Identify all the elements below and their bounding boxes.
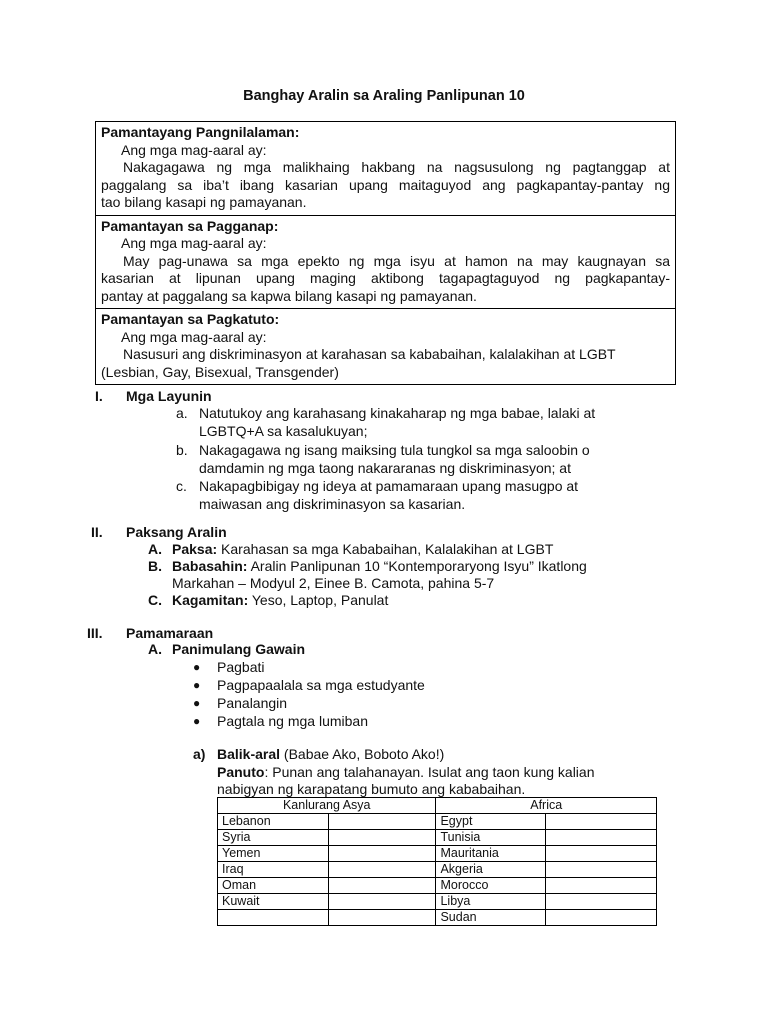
section-1-number: I. (95, 388, 103, 404)
materials-line (172, 592, 388, 609)
table-row (218, 846, 657, 862)
section-3-number: III. (87, 625, 103, 641)
table-row (218, 894, 657, 910)
learning-standard-line: Nasusuri ang diskriminasyon at karahasan sa kababaihan, kalalakihan at LGBT (123, 346, 616, 362)
objective-b-line: Nakagagawa ng isang maiksing tula tungkol sa mga saloobin o (199, 442, 590, 458)
review-line (217, 746, 444, 763)
preliminary-marker: A. (148, 641, 162, 657)
table-cell: Kuwait (218, 894, 329, 910)
bullet-item: Panalangin (217, 695, 288, 711)
standards-box (95, 121, 676, 385)
table-row (218, 830, 657, 846)
table-cell: Sudan (436, 910, 546, 926)
table-input-cell[interactable] (546, 894, 657, 910)
instruction-label: Panuto (217, 764, 265, 780)
reading-line (172, 558, 587, 575)
review-text: (Babae Ako, Boboto Ako!) (280, 746, 445, 762)
table-cell: Oman (218, 878, 329, 894)
bullet-item: Pagtala ng mga lumiban (217, 713, 368, 729)
review-label: Balik-aral (217, 746, 281, 762)
performance-standard (96, 216, 675, 310)
bullet-icon: ● (193, 678, 201, 692)
content-standard-line: tao bilang kasapi ng pamayanan. (101, 194, 307, 210)
table-input-cell[interactable] (328, 910, 436, 926)
table-cell: Egypt (436, 814, 546, 830)
reading-label: Babasahin: (172, 558, 248, 574)
performance-standard-line: May pag-unawa sa mga epekto ng mga isyu at hamon na may kaugnayan sa (123, 252, 670, 269)
topic-text: Karahasan sa mga Kababaihan, Kalalakihan at LGBT (217, 541, 554, 557)
materials-text: Yeso, Laptop, Panulat (248, 592, 389, 608)
table-cell: Morocco (436, 878, 546, 894)
objective-b-marker: b. (176, 442, 188, 458)
table-row (218, 910, 657, 926)
objective-a-marker: a. (176, 405, 188, 421)
content-standard-line: paggalang sa iba’t ibang kasarian upang maitaguyod ang pagkapantay-pantay ng (101, 176, 670, 193)
performance-standard-intro: Ang mga mag-aaral ay: (121, 235, 267, 251)
table-input-cell[interactable] (328, 814, 436, 830)
section-2-number: II. (91, 524, 103, 540)
topic-marker: A. (148, 541, 162, 557)
bullet-item: Pagpapaalala sa mga estudyante (217, 677, 425, 693)
section-3-title: Pamamaraan (126, 625, 214, 641)
bullet-icon: ● (193, 714, 201, 728)
bullet-icon: ● (193, 660, 201, 674)
objective-c-line: Nakapagbibigay ng ideya at pamamaraan upang masugpo at (199, 478, 579, 494)
table-input-cell[interactable] (328, 846, 436, 862)
content-standard-intro: Ang mga mag-aaral ay: (121, 141, 267, 158)
content-standard-heading: Pamantayang Pangnilalaman: (101, 124, 300, 140)
materials-marker: C. (148, 592, 162, 608)
table-input-cell[interactable] (546, 910, 657, 926)
table-header-africa: Africa (436, 798, 657, 814)
learning-standard-intro: Ang mga mag-aaral ay: (121, 328, 267, 345)
learning-standard-heading: Pamantayan sa Pagkatuto: (101, 311, 280, 327)
table-row (218, 814, 657, 830)
instruction-line (217, 764, 595, 781)
table-input-cell[interactable] (328, 830, 436, 846)
review-marker: a) (193, 746, 206, 762)
learning-standard-line: (Lesbian, Gay, Bisexual, Transgender) (101, 363, 339, 380)
reading-marker: B. (148, 558, 162, 574)
table-cell: Tunisia (436, 830, 546, 846)
content-standard-line: Nakagagawa ng mga malikhaing hakbang na nagsusulong ng pagtanggap at (123, 159, 670, 175)
table-input-cell[interactable] (546, 862, 657, 878)
table-cell: Yemen (218, 846, 329, 862)
table-header-west-asia: Kanlurang Asya (218, 798, 436, 814)
objective-c-line: maiwasan ang diskriminasyon sa kasarian. (199, 496, 466, 512)
table-input-cell[interactable] (328, 894, 436, 910)
table-cell[interactable] (218, 910, 329, 926)
objective-b-line: damdamin ng mga taong nakararanas ng diskriminasyon; at (199, 460, 571, 476)
table-row (218, 878, 657, 894)
table-input-cell[interactable] (546, 814, 657, 830)
content-standard (96, 122, 675, 216)
learning-standard (96, 309, 675, 384)
suffrage-table (217, 797, 657, 926)
table-input-cell[interactable] (546, 846, 657, 862)
objective-a-line: Natutukoy ang karahasang kinakaharap ng mga babae, lalaki at (199, 405, 596, 421)
table-input-cell[interactable] (328, 862, 436, 878)
table-cell: Libya (436, 894, 546, 910)
bullet-item: Pagbati (217, 659, 265, 675)
page-title: Banghay Aralin sa Araling Panlipunan 10 (243, 88, 525, 104)
reading-line-2: Markahan – Modyul 2, Einee B. Camota, pahina 5-7 (172, 575, 495, 591)
table-cell: Syria (218, 830, 329, 846)
performance-standard-line: pantay at paggalang sa kapwa bilang kasapi ng pamayanan. (101, 287, 477, 304)
table-input-cell[interactable] (328, 878, 436, 894)
table-input-cell[interactable] (546, 878, 657, 894)
performance-standard-line: kasarian at lipunan upang maging aktibong tagapagtaguyod ng pagkapantay- (101, 270, 670, 286)
table-cell: Iraq (218, 862, 329, 878)
objective-c-marker: c. (176, 478, 187, 494)
instruction-line-2: nabigyan ng karapatang bumuto ang kababaihan. (217, 781, 526, 797)
objective-a-line: LGBTQ+A sa kasalukuyan; (199, 423, 368, 439)
table-row (218, 862, 657, 878)
section-2-title: Paksang Aralin (126, 524, 227, 540)
section-1-title: Mga Layunin (126, 388, 212, 404)
performance-standard-heading: Pamantayan sa Pagganap: (101, 217, 279, 234)
table-cell: Akgeria (436, 862, 546, 878)
table-cell: Mauritania (436, 846, 546, 862)
instruction-text: : Punan ang talahanayan. Isulat ang taon kung kalian (264, 764, 595, 780)
topic-line (172, 541, 553, 558)
reading-text: Aralin Panlipunan 10 “Kontemporaryong Isyu” Ikatlong (247, 558, 587, 574)
bullet-icon: ● (193, 696, 201, 710)
preliminary-title: Panimulang Gawain (172, 641, 306, 657)
topic-label: Paksa: (172, 541, 218, 557)
materials-label: Kagamitan: (172, 592, 249, 608)
table-header-row (218, 798, 657, 814)
table-input-cell[interactable] (546, 830, 657, 846)
table-cell: Lebanon (218, 814, 329, 830)
